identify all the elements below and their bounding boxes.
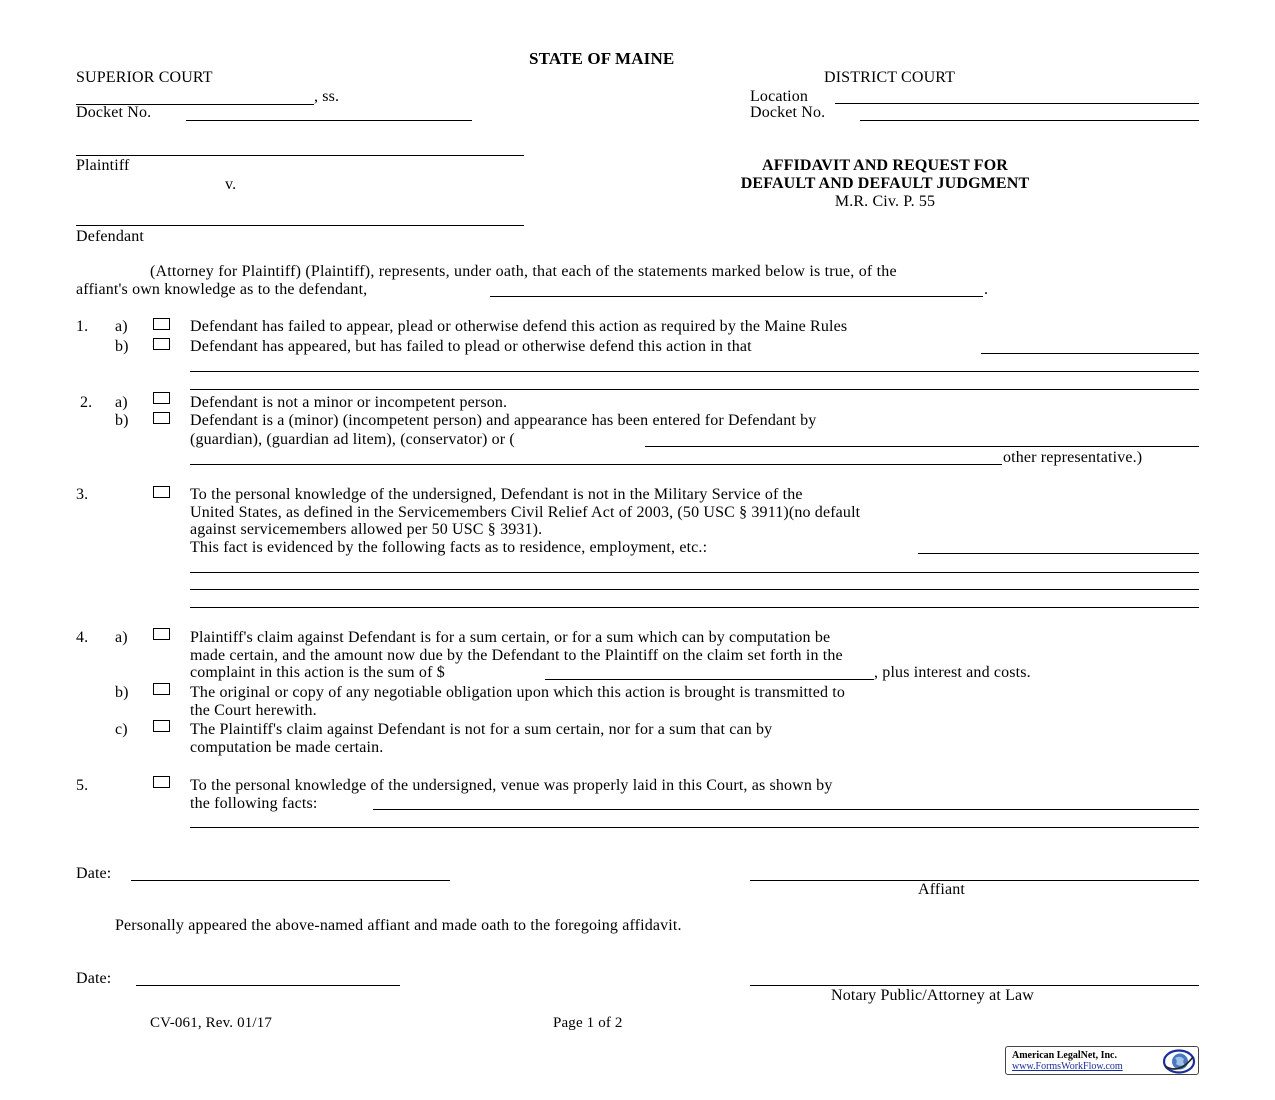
item-3-field-1[interactable] — [918, 553, 1199, 554]
item-4b-letter: b) — [115, 684, 129, 701]
item-2b-text-2: (guardian), (guardian ad litem), (conservator) or ( — [190, 431, 515, 448]
district-court-label: DISTRICT COURT — [824, 69, 956, 86]
item-4c-checkbox[interactable] — [153, 720, 170, 732]
item-2b-letter: b) — [115, 412, 129, 429]
item-5-text-1: To the personal knowledge of the undersigned, venue was properly laid in this Court, as shown by — [190, 777, 833, 794]
form-title-line1: AFFIDAVIT AND REQUEST FOR — [761, 157, 1009, 174]
item-4c-letter: c) — [115, 721, 128, 738]
date-field-affiant[interactable] — [131, 880, 450, 881]
item-4c-text-2: computation be made certain. — [190, 739, 384, 756]
item-3-number: 3. — [76, 486, 89, 503]
item-3-field-2[interactable] — [190, 572, 1199, 573]
docket-label-district: Docket No. — [750, 104, 826, 121]
item-4a-letter: a) — [115, 629, 128, 646]
item-4a-text-2: made certain, and the amount now due by the Defendant to the Plaintiff on the claim set forth in the — [190, 647, 843, 664]
item-2b-representative-field-1[interactable] — [645, 446, 1199, 447]
location-field[interactable] — [835, 103, 1199, 104]
item-5-checkbox[interactable] — [153, 776, 170, 788]
globe-icon — [1162, 1049, 1196, 1074]
american-legalnet-logo[interactable] — [1005, 1046, 1199, 1075]
item-2a-letter: a) — [115, 394, 128, 411]
item-3-text-1: To the personal knowledge of the undersigned, Defendant is not in the Military Service of the — [190, 486, 803, 503]
item-4b-checkbox[interactable] — [153, 683, 170, 695]
item-3-text-2: United States, as defined in the Servicemembers Civil Relief Act of 2003, (50 USC § 3911)(no default — [190, 504, 861, 521]
page-number: Page 1 of 2 — [553, 1015, 623, 1031]
item-1a-text: Defendant has failed to appear, plead or otherwise defend this action as required by the Maine Rules — [190, 318, 848, 335]
superior-court-label: SUPERIOR COURT — [76, 69, 213, 86]
docket-label-superior: Docket No. — [76, 104, 152, 121]
intro-line2: affiant's own knowledge as to the defendant, — [76, 281, 368, 298]
notary-label: Notary Public/Attorney at Law — [831, 987, 1034, 1004]
docket-field-superior[interactable] — [186, 120, 472, 121]
oath-statement: Personally appeared the above-named affiant and made oath to the foregoing affidavit. — [115, 917, 682, 934]
item-4a-text-3: complaint in this action is the sum of $ — [190, 664, 445, 681]
item-2a-text: Defendant is not a minor or incompetent person. — [190, 394, 508, 411]
item-5-text-2: the following facts: — [190, 795, 318, 812]
plaintiff-label: Plaintiff — [76, 157, 130, 174]
item-5-number: 5. — [76, 777, 89, 794]
state-title: STATE OF MAINE — [529, 49, 675, 68]
item-5-field-1[interactable] — [373, 809, 1199, 810]
form-title-line2: DEFAULT AND DEFAULT JUDGMENT — [740, 175, 1030, 192]
item-2b-checkbox[interactable] — [153, 412, 170, 424]
item-1b-text: Defendant has appeared, but has failed to plead or otherwise defend this action in that — [190, 338, 752, 355]
defendant-label: Defendant — [76, 228, 144, 245]
item-1b-field-1[interactable] — [981, 353, 1199, 354]
logo-company: American LegalNet, Inc. — [1012, 1050, 1117, 1061]
docket-field-district[interactable] — [860, 120, 1199, 121]
date-label-notary: Date: — [76, 970, 112, 987]
item-4b-text-2: the Court herewith. — [190, 702, 317, 719]
item-3-field-3[interactable] — [190, 589, 1199, 590]
item-1a-checkbox[interactable] — [153, 318, 170, 330]
item-4c-text-1: The Plaintiff's claim against Defendant is not for a sum certain, nor for a sum that can by — [190, 721, 773, 738]
item-4a-sum-field[interactable] — [545, 679, 874, 680]
affiant-signature-field[interactable] — [750, 880, 1199, 881]
item-1-number: 1. — [76, 318, 89, 335]
item-4a-text-1: Plaintiff's claim against Defendant is for a sum certain, or for a sum which can by computation be — [190, 629, 831, 646]
item-2a-checkbox[interactable] — [153, 392, 170, 404]
intro-line1: (Attorney for Plaintiff) (Plaintiff), represents, under oath, that each of the statements marked below is true, of the — [150, 263, 897, 280]
plaintiff-name-field[interactable] — [76, 155, 524, 156]
defendant-name-field[interactable] — [76, 225, 524, 226]
item-1a-letter: a) — [115, 318, 128, 335]
versus-label: v. — [225, 176, 237, 193]
intro-end: . — [984, 281, 989, 298]
form-code: CV-061, Rev. 01/17 — [150, 1015, 273, 1031]
item-3-text-3: against servicemembers allowed per 50 USC § 3931). — [190, 521, 543, 538]
item-2b-text-1: Defendant is a (minor) (incompetent person) and appearance has been entered for Defendant by — [190, 412, 817, 429]
defendant-affiant-field[interactable] — [490, 296, 983, 297]
item-4a-text-4: , plus interest and costs. — [874, 664, 1031, 681]
item-5-field-2[interactable] — [190, 827, 1199, 828]
item-1b-field-2[interactable] — [190, 371, 1199, 372]
item-4a-checkbox[interactable] — [153, 628, 170, 640]
logo-url[interactable]: www.FormsWorkFlow.com — [1012, 1061, 1123, 1072]
location-label: Location — [750, 88, 809, 105]
item-3-text-4: This fact is evidenced by the following facts as to residence, employment, etc.: — [190, 539, 708, 556]
item-4b-text-1: The original or copy of any negotiable obligation upon which this action is brought is transmitted to — [190, 684, 846, 701]
ss-label: , ss. — [314, 88, 340, 105]
affiant-label: Affiant — [918, 881, 965, 898]
item-1b-field-3[interactable] — [190, 389, 1199, 390]
item-1b-checkbox[interactable] — [153, 338, 170, 350]
item-2-number: 2. — [80, 394, 93, 411]
form-rule: M.R. Civ. P. 55 — [834, 193, 936, 210]
item-2b-representative-field-2[interactable] — [190, 464, 1002, 465]
date-label-affiant: Date: — [76, 865, 112, 882]
item-2b-text-3: other representative.) — [1003, 449, 1143, 466]
item-3-field-4[interactable] — [190, 607, 1199, 608]
item-3-checkbox[interactable] — [153, 486, 170, 498]
item-1b-letter: b) — [115, 338, 129, 355]
notary-signature-field[interactable] — [750, 985, 1199, 986]
date-field-notary[interactable] — [136, 985, 400, 986]
item-4-number: 4. — [76, 629, 89, 646]
